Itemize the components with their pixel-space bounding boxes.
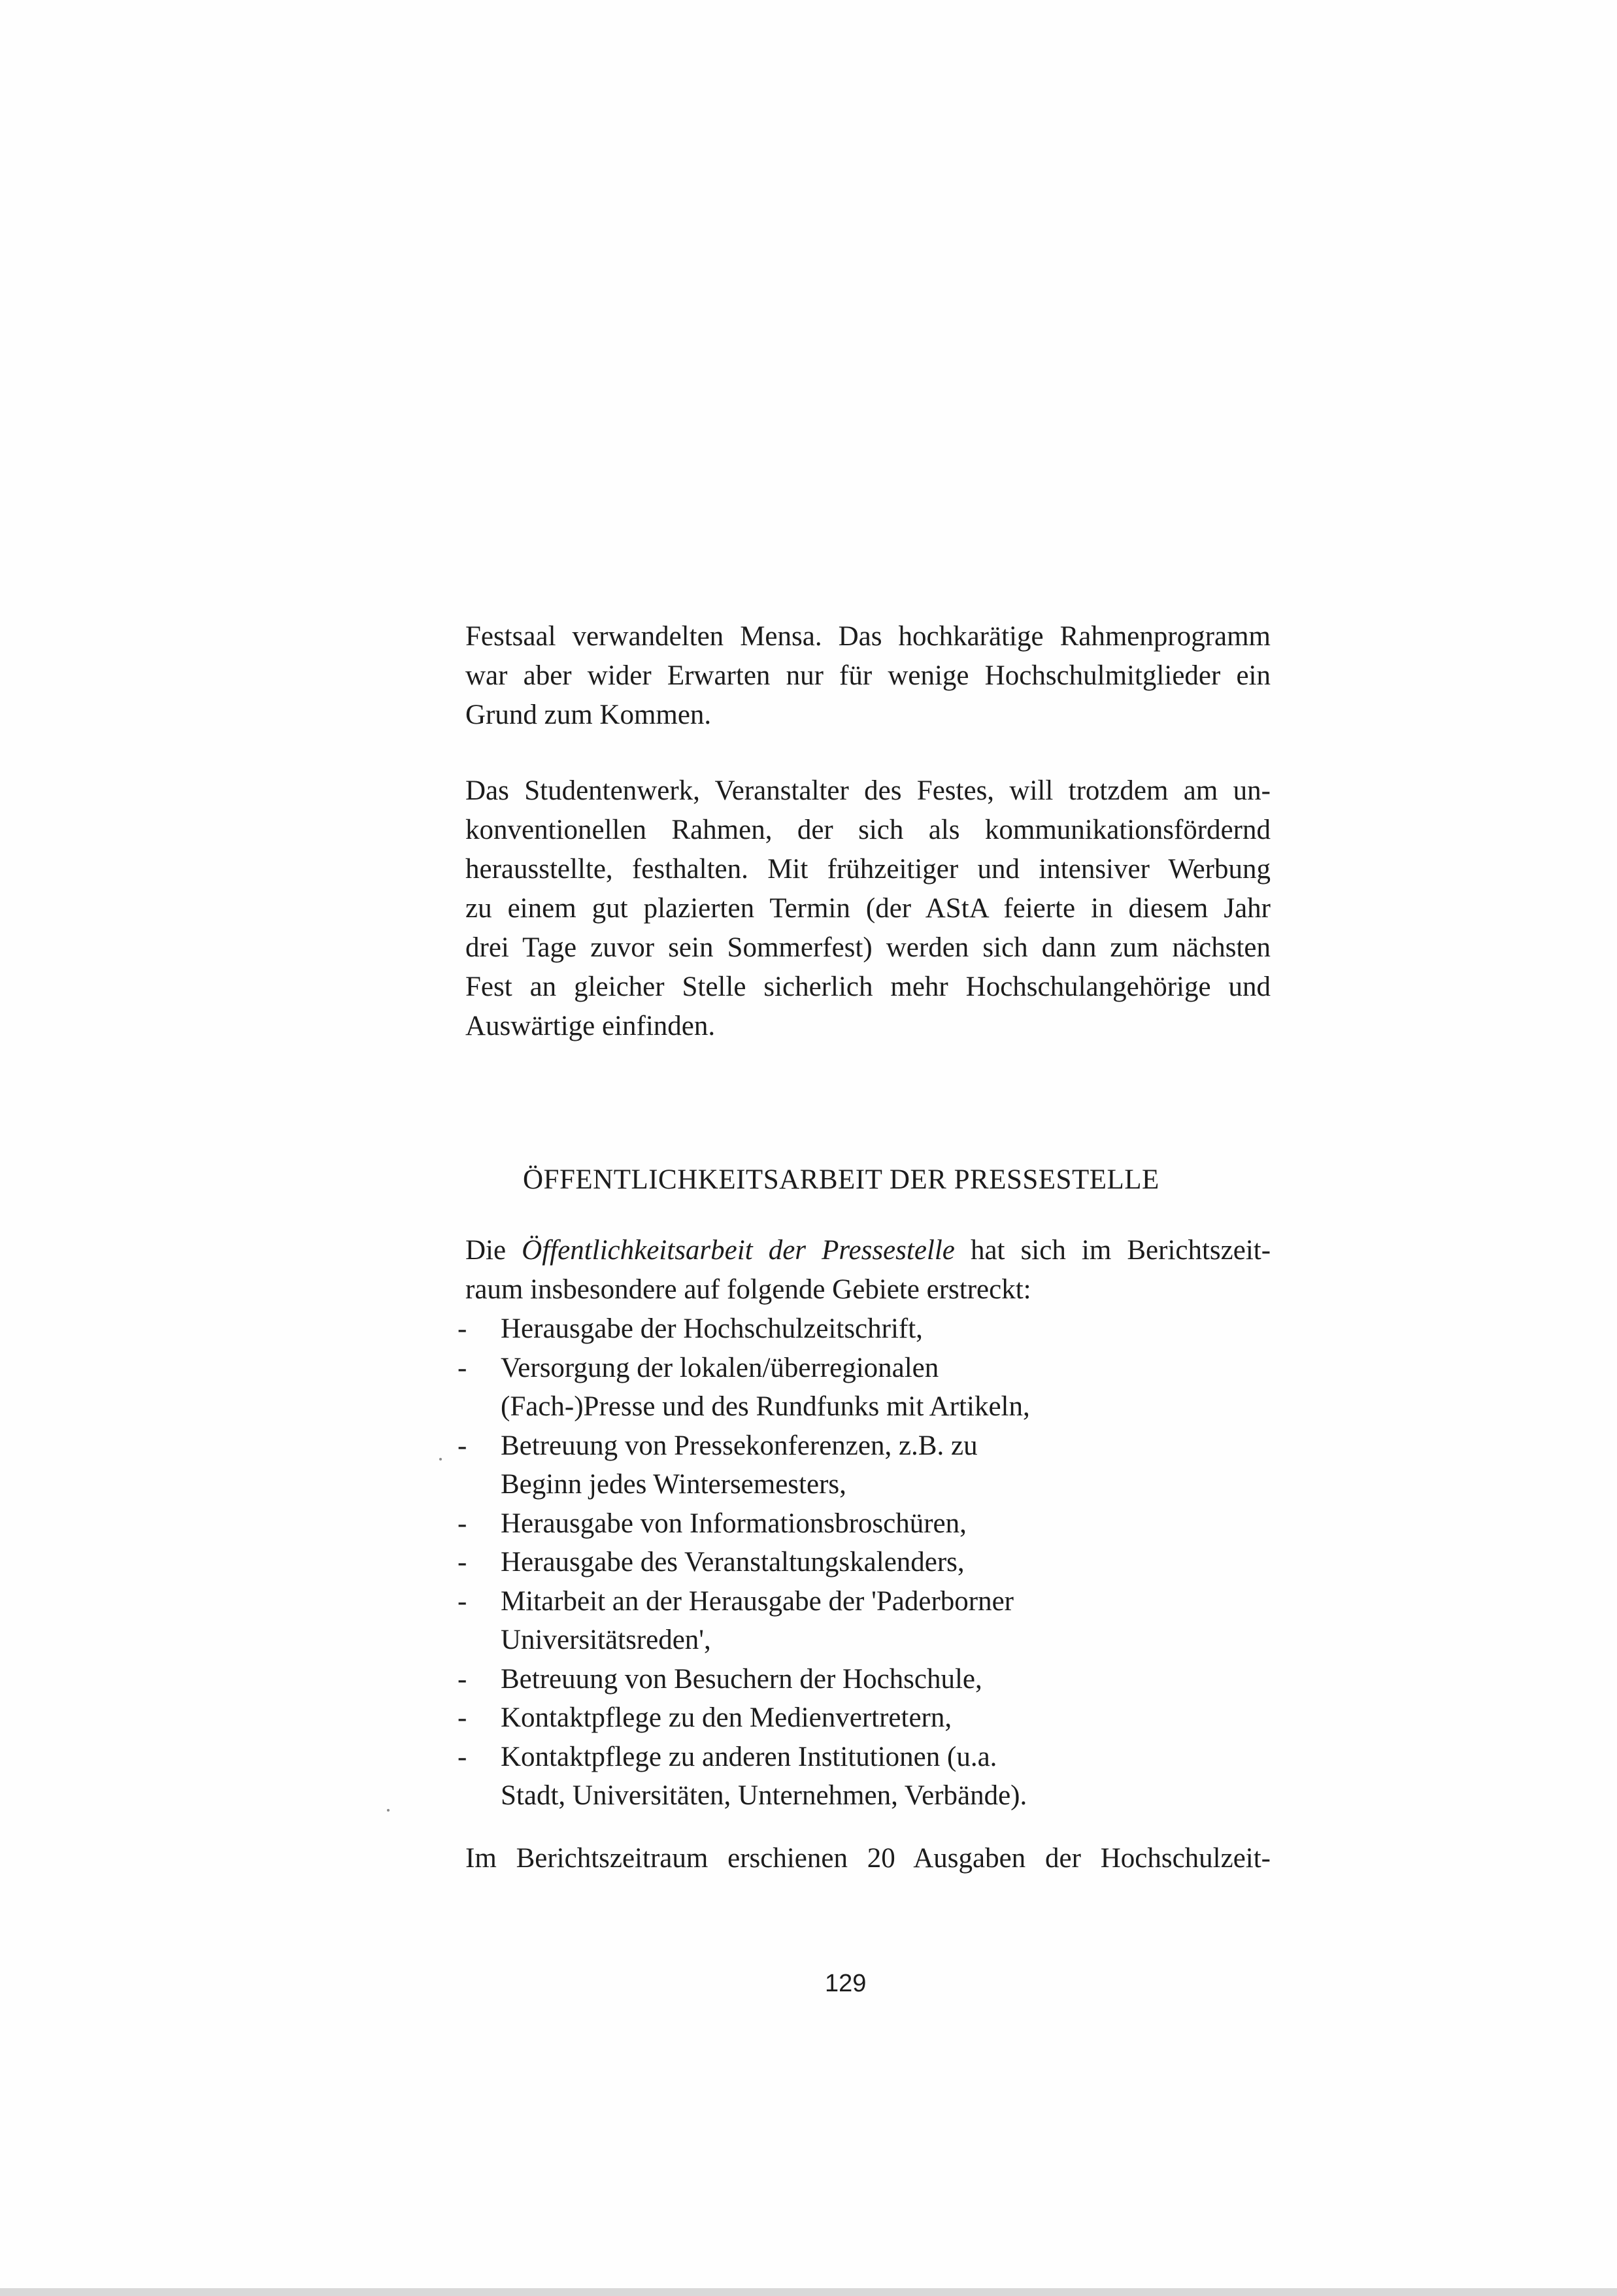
text-line: Grund zum Kommen. <box>465 700 712 730</box>
paragraph-pressestelle-intro <box>465 1231 1271 1309</box>
list-item <box>458 1543 1275 1582</box>
list-item <box>458 1427 1275 1504</box>
text-line: Auswärtige einfinden. <box>465 1011 716 1041</box>
list-item-line: Kontaktpflege zu den Medienvertretern, <box>501 1702 952 1733</box>
bullet-dash: - <box>458 1508 467 1539</box>
list-item <box>458 1309 1275 1349</box>
scan-speck <box>387 1809 390 1812</box>
section-heading: ÖFFENTLICHKEITSARBEIT DER PRESSESTELLE <box>523 1164 1159 1195</box>
intro-word: Die <box>465 1235 507 1266</box>
paragraph-ausgaben <box>465 1839 1271 1878</box>
list-item-line: (Fach-)Presse und des Rundfunks mit Artikeln, <box>501 1391 1030 1422</box>
list-item-line: Betreuung von Pressekonferenzen, z.B. zu <box>501 1430 978 1461</box>
activities-list <box>458 1309 1275 1815</box>
text-line: Fest an gleicher Stelle sicherlich mehr Hochschulangehörige und <box>465 971 1271 1002</box>
text-line: Das Studentenwerk, Veranstalter des Festes, will trotzdem am un- <box>465 775 1271 806</box>
text-line: Im Berichtszeitraum erschienen 20 Ausgaben der Hochschulzeit- <box>465 1843 1271 1874</box>
paragraph-mensa-fest <box>465 617 1271 735</box>
bullet-dash: - <box>458 1585 467 1617</box>
page-number: 129 <box>825 1970 867 1997</box>
text-line: Festsaal verwandelten Mensa. Das hochkarätige Rahmenprogramm <box>465 621 1271 652</box>
list-item-line: Herausgabe der Hochschulzeitschrift, <box>501 1313 923 1344</box>
list-item-line: Kontaktpflege zu anderen Institutionen (u.a. <box>501 1741 997 1772</box>
list-item <box>458 1738 1275 1815</box>
scan-speck <box>439 1458 442 1460</box>
list-item-line: Beginn jedes Wintersemesters, <box>501 1469 846 1500</box>
text-line: konventionellen Rahmen, der sich als kommunikationsfördernd <box>465 815 1271 845</box>
list-item-line: Betreuung von Besuchern der Hochschule, <box>501 1663 982 1695</box>
bullet-dash: - <box>458 1313 467 1344</box>
scan-bottom-edge <box>0 2288 1617 2296</box>
bullet-dash: - <box>458 1702 467 1733</box>
list-item-line: Universitätsreden', <box>501 1625 711 1655</box>
bullet-dash: - <box>458 1430 467 1461</box>
text-line: zu einem gut plazierten Termin (der AStA feierte in diesem Jahr <box>465 893 1271 924</box>
intro-rest: hat sich im Berichtszeit- <box>970 1235 1271 1266</box>
list-item <box>458 1582 1275 1660</box>
text-line: raum insbesondere auf folgende Gebiete erstreckt: <box>465 1274 1031 1305</box>
bullet-dash: - <box>458 1547 467 1578</box>
text-line: war aber wider Erwarten nur für wenige Hochschulmitglieder ein <box>465 660 1271 691</box>
list-item <box>458 1504 1275 1544</box>
list-item <box>458 1698 1275 1738</box>
list-item-line: Herausgabe von Informationsbroschüren, <box>501 1508 967 1539</box>
text-line <box>465 1231 1271 1270</box>
list-item <box>458 1349 1275 1427</box>
italic-term: Öffentlichkeitsarbeit der Pressestelle <box>522 1235 955 1266</box>
bullet-dash: - <box>458 1741 467 1772</box>
text-line: drei Tage zuvor sein Sommerfest) werden sich dann zum nächsten <box>465 932 1271 963</box>
list-item-line: Versorgung der lokalen/überregionalen <box>501 1352 939 1383</box>
bullet-dash: - <box>458 1663 467 1695</box>
list-item-line: Stadt, Universitäten, Unternehmen, Verbände). <box>501 1780 1027 1811</box>
text-line: herausstellte, festhalten. Mit frühzeitiger und intensiver Werbung <box>465 854 1271 885</box>
list-item-line: Mitarbeit an der Herausgabe der 'Paderborner <box>501 1585 1014 1617</box>
bullet-dash: - <box>458 1352 467 1383</box>
paragraph-studentenwerk <box>465 771 1271 1046</box>
list-item <box>458 1660 1275 1699</box>
list-item-line: Herausgabe des Veranstaltungskalenders, <box>501 1547 965 1578</box>
